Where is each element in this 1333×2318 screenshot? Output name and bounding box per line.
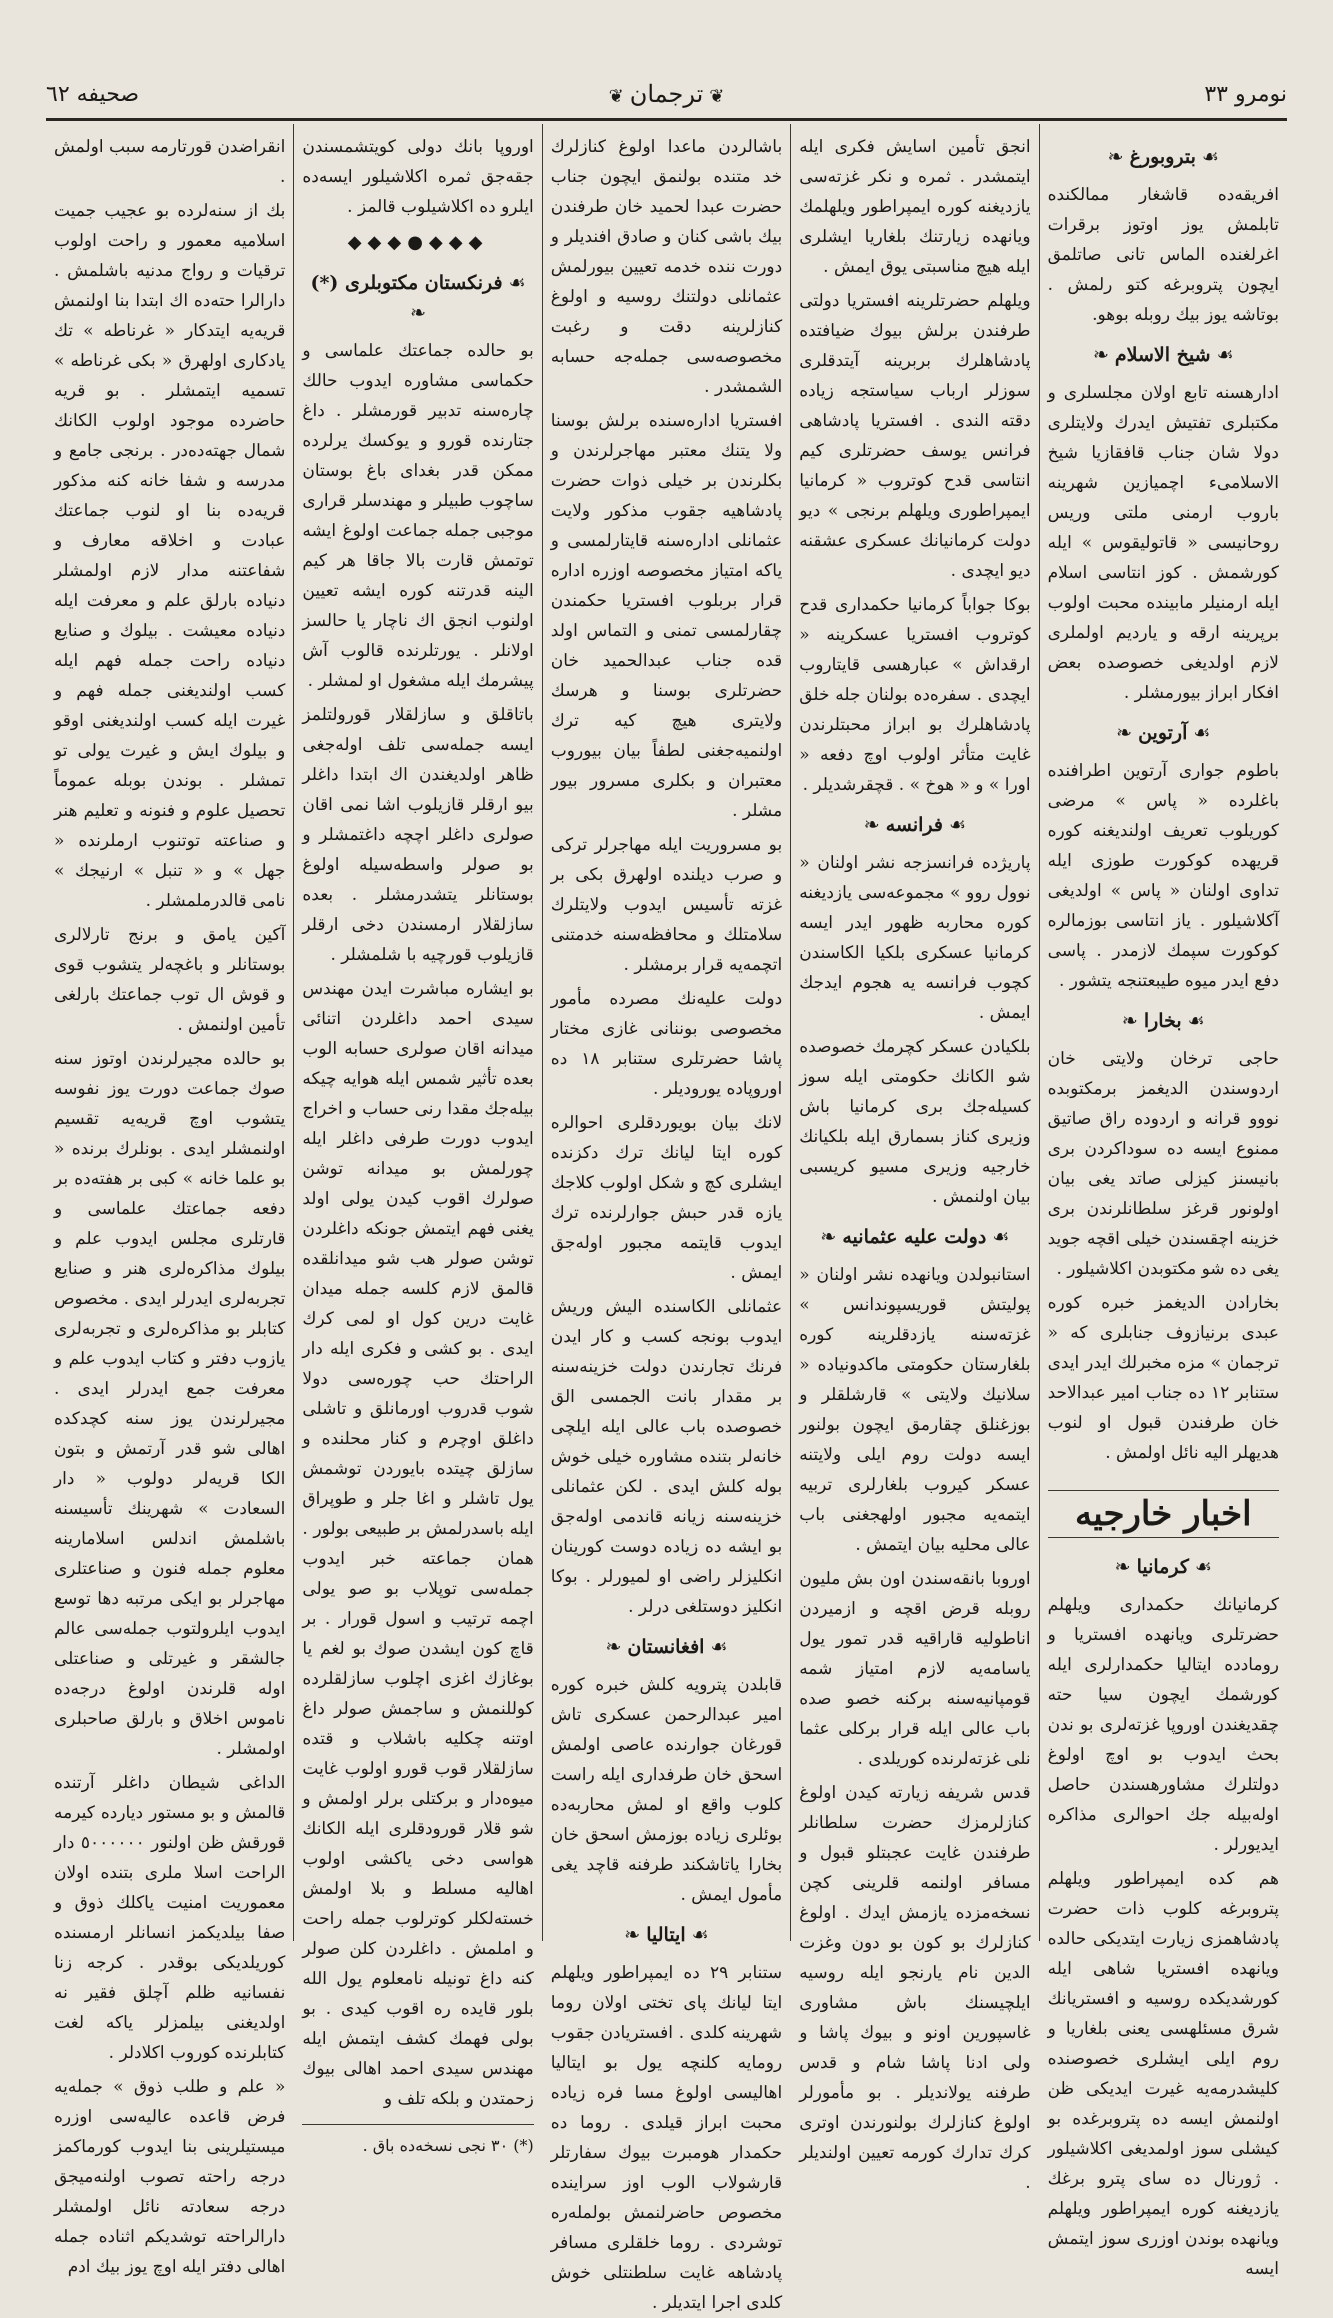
paragraph: بو حالده جماعتك علماسى و حكماسى مشاوره ايدوب حالك چارەسنه تدبير قورمشلر . داغ جتارنده قورو و يوكسك يرلرده ممكن قدر بغدای باغ بوستان ساچوب طبيلر و مهندسلر قرارى موجبى جمله جماعت اولوغ ايشه توتمش قارت بالا جاقا هر كيم الينه قدرتنه كوره ايشه تعيين اولنوب انجق اك ناچار يا حالسز اولانلر . يورتلرنده قالوب آش پيشرمك ايله مشغول او لمشلر . [302, 341, 534, 691]
paragraph: انجق تأمين اسايش فكرى ايله ايتمشدر . ثمره و نكر غزته‌سى يازديغنه كوره ايمپراطور ويلهلمك ويانهده زيارتنك بلغاريا ايشلرى ايله هيچ مناسبتى يوق ايمش . [799, 137, 1031, 277]
paragraph: پاريژده فرانسزجه نشر اولنان « نوول روو » مجموعه‌سى يازديغنه كوره محاربه ظهور ايدر ايسه كرمانيا عسكرى بلكيا الكاسندن كچوب فرانسه يه هجوم ايدجك ايمش . [799, 853, 1031, 1023]
paragraph: بو حالده مجيرلرندن اوتوز سنه صوك جماعت دورت يوز نفوسه يتشوب اوچ قريه‌يه تقسيم اولنمشلر ايدى . بونلرك برنده « بو علما خانه » كبى بر هفته‌ده بر دفعه جماعتك علماسى و قارتلرى مجلس ايدوب علم و بيلوك مذاكره‌لرى هنر و صنايع تجربه‌لرى ايدرلر ايدى . مخصوص كتابلر بو مذاكره‌لرى و تجربه‌لرى يازوب دفتر و كتاب ايدوب علم و معرفت جمع ايدرلر ايدى . مجيرلرندن يوز سنه كچدكده اهالى شو قدر آرتمش و بتون الكا قريه‌لر دولوب « دار السعادت » شهرينك تأسيسنه باشلمش اندلس اسلامارينه معلوم جمله فنون و صناعتلرى مهاجرلر بو ايكى مرتبه دها توسع ايدوب ايلرولتوب جمله‌سى عالم جالشقر و غيرتلى و صناعتلى اوله قلرندن اولوغ درجه‌ده ناموس اخلاق و بارلق صاحبلرى اولمشلر . [53, 1049, 286, 1759]
paragraph: لانك بيان بويوردقلرى احوالره كوره ايتا ليانك ترك دكزنده ايشلرى كچ و شكل اولوب كلاجك يازه قدر حبش جوارلرنده ترك ايدوب قايتمه مجبور اوله‌جق ايمش . [550, 1113, 783, 1283]
header-rule [46, 118, 1287, 121]
paragraph: كرمانيانك حكمدارى ويلهلم حضرتلرى ويانهده افستريا و رومادده ايتاليا حكمدارلرى ايله كورشمك ايچون سيا حته چقديغندن اوروپا غزته‌لرى بو ندن بحث ايدوب بو اوچ اولوغ دولتلرك مشاورهسندن حاصل اوله‌بيله جك احوالرى مذاكره ايديورلر . [1047, 1595, 1279, 1855]
masthead [46, 72, 1287, 116]
paragraph: حاجى ترخان ولايتى خان اردوسندن الديغمز برمكتوبده نووو قرانه و اردوده راق صاتيق ممنوع ايسه ده سوداكردن برى بانيسنز كيزلى صاتد يغى بيان اولونور قرغز سلطانلرندن برى خزينه اچقسندن خيلى اقچه جويد يغى ده شو مكتوبدن اكلاشيلور . [1047, 1049, 1279, 1279]
ornament-divider: ◆◆◆●◆◆◆ [347, 232, 489, 253]
column-2 [790, 124, 1038, 2193]
paragraph: بك از سنه‌لرده بو عجيب جميت اسلاميه معمور و راحت اولوب ترقيات و رواج مدنيه باشلمش . دارالرا حته‌ده اك ابتدا بنا اولنمش قريه‌يه ايتدكار « غرناطه » تك يادكارى اولهرق « بكى غرناطه » تسميه ايتمشلر . بو قريه حاضرده موجود اولوب الكانك شمال جهته‌ده‌در . برنجى جامع و مدرسه و شفا خانه كنه مذكور قريه‌ده بنا او لنوب جماعتك عبادت و اخلاقه معارف و شفاعتنه مدار لازم اولمشلر دنياده بارلق علم و معرفت ايله دنياده معيشت . بيلوك و صنايع دنياده راحت جمله فهم ايله كسب اولنديغنى جمله فهم و غيرت ايله كسب اولنديغنى اوقو و بيلوك ايش و غيرت يولى تو تمشلر . بوندن بوبله عموماً تحصيل علوم و فنونه و تعليم هنر و صناعته توتنوب ارملرنده « جهل » و « تنبل » ارنيجك » نامى قالدرملمشلر . [53, 201, 286, 911]
paragraph: قابلدن پترويه كلش خبره كوره امير عبدالرحمن عسكرى تاش قورغان جوارنده عاصى اولمش اسحق خان طرفدارى ايله راست كلوب واقع او لمش محاربه‌ده بوئلرى زياده بوزمش اسحق خان بخارا ياتاشكند طرفنه قاچد يغى مأمول ايمش . [550, 1675, 783, 1905]
newspaper-title: ❦ ترجمان ❦ [603, 80, 731, 108]
footnote: (*) ٣٠ نجى نسخه‌ده باق . [302, 2124, 533, 2161]
section-heading: ☙ افغانستان ❧ [551, 1632, 782, 1662]
paragraph: الداغى شيطان داغلر آرتنده قالمش و بو مستور ديارده كيرمه قورقش ظن اولنور ٥٠٠٠٠٠٠ دار الراحت اسلا ملرى بتنده اولان معموريت امنيت ياكلك ذوق و صفا بيلديكمز انسانلر ارمسنده كوريلديكى بوقدر . كرجه زنا نفسانيه ظلم آچلق فقير نه اولديغنى بيلمزلر ياكه لغت كتابلرنده كوروب اكلادلر . [53, 1773, 286, 2063]
section-heading: ☙ فرنكستان مكتوبلرى (*) ❧ [302, 268, 533, 328]
paragraph: بلكيادن عسكر كچرمك خصوصده شو الكانك حكومتى ايله سوز كسيله‌جك برى كرمانيا باش وزيرى كناز بسمارق ايله بلكيانك خارجيه وزيرى مسيو كريسبى بيان اولنمش . [799, 1037, 1031, 1207]
column-4 [293, 124, 541, 2155]
paragraph: « علم و طلب ذوق » جمله‌يه فرض قاعده عاليه‌سى اوزره ميستيلرينى بنا ايدوب كورماكمز درجه راحته تصوب اولنه‌ميجق درجه سعادته نائل اولمشلر دارالراحته توشديكم اثناده جمله اهالى دفتر ايله اوچ يوز بيك ادم [53, 2077, 286, 2277]
foreign-news-title: اخبار خارجيه [1048, 1490, 1279, 1538]
paragraph: عثمانلى الكاسنده اليش وريش ايدوب بونجه كسب و كار ايدن فرنك تجارندن دولت خزينه‌سنه بر مقدار بانت الجمسى الق خصوصده باب عالى ايله ايلچى خانه‌لر بتنده مشاوره خيلى خوش بوله كلش ايدى . لكن عثمانلى خزينه‌سنه زيانه قاندمى اوله‌جق بو ايشه ده زياده دوست كورينان انكليزلر راضى او لميورلر . بوكا انكليز دوستلغى درلر . [550, 1297, 783, 1617]
paragraph: باشالردن ماعدا اولوغ كنازلرك خد متنده بولنمق ايچون جناب حضرت عبدا لحميد خان طرفندن بيك باشى كنان و صادق افنديلر و دورت ننده خدمه تعيين بيورلمش عثمانلى دولتنك روسيه و اولوغ كنازلرينه دقت و رغبت مخصوصه‌سى جمله‌جه حسابه الشمشدر . [550, 137, 783, 397]
paragraph: بو مسروريت ايله مهاجرلر تركى و صرب ديلنده اولهرق بكى بر غزته تأسيس ايدوب ولايتلرك سلامتلك و محافظه‌سنه خدمتنى اتچمه‌يه قرار برمشلر . [550, 835, 783, 975]
paragraph: افريقه‌ده قاشغار ممالكنده تابلمش يوز اوتوز برقرات اغرلغنده الماس تانى صاتلمق ايچون پتروبرغه كتو رلمش . بوتاشه يوز بيك روبله بوهو. [1047, 185, 1279, 325]
paragraph: ادارهسنه تابع اولان مجلسلرى و مكتبلرى تفتيش ايدرك ولايتلرى دولا شان جناب قافقازيا شيخ الاسلامىء اچميازين شهرينه باروب ارمنى ملتى وريس روحانيسى « قاتوليقوس » ايله كورشمش . كوز انتاسى اسلام ايله ارمنيلر مابينده محبت اولوب برپرينه ارقه و يارديم اولملرى لازم اولديغى خصوصده بعض افكار ابراز بيورمشلر . [1047, 383, 1279, 703]
paragraph: بوكا جواباً كرمانيا حكمدارى قدح كوتروب افستريا عسكرينه « ارقداش » عبارهسى قايتاروب ايچدى . سفره‌ده بولنان جله خلق پادشاهلرك بو ابراز محبتلرندن غايت متأثر اولوب اوچ دفعه « اورا » و « هوخ » . قچقرشديلر . [799, 595, 1031, 795]
paragraph: قدس شريفه زيارته كيدن اولوغ كنازلرمزك حضرت سلطانلر طرفندن غايت عجبتلو قبول و مسافر اولنمه قلرينى كچن نسخه‌مزده يازمش ايدك . اولوغ كنازلرك بو كون بو دون وغزت الدين نام يارنجو ايله روسيه ايلچيسنك باش مشاورى غاسپورين اونو و بيوك پاشا و ولى ادنا پاشا شام و قدس طرفنه يولانديلر . بو مأمورلر اولوغ كنازلرك بولنورندن اوترى كرك تدارك كورمه تعيين اولنديلر . [799, 1783, 1031, 2193]
section-heading: ☙ ايتاليا ❧ [551, 1920, 782, 1950]
paragraph: باتاقلق و سازلقلار قورولتلمز ايسه جمله‌سى تلف اوله‌جغى ظاهر اولديغندن اك ابتدا داغلر بيو ارقلر قازيلوب اشا نمى اقان صولرى داغلر اچچه داغتمشلر و بو صولر واسطه‌سيله اولوغ بوستانلر يتشدرمشلر . بعده سازلقلار ارمسندن دخى ارقلر قازيلوب قورچيه با شلمشلر . [302, 705, 534, 965]
paragraph: اوروبا بانقه‌سندن اون بش مليون روبله قرض اقچه و ازميردن اناطوليه قاراقيه قدر تمور يول ياسامه‌يه لازم امتياز شمه قومپانيه‌سنه بركنه خصو صده باب عالى ايله قرار بركلى عثما نلى غزته‌لرنده كوريلدى . [799, 1569, 1031, 1769]
paragraph: اوروپا بانك دولى كويتشمسندن جقه‌جق ثمره اكلاشيلور ايسه‌ده ايلرو ده اكلاشيلوب قالمز . [302, 137, 534, 217]
issue-number: نومرو ٣٣ [1204, 81, 1287, 107]
section-heading: ☙ بتروبورغ ❧ [1048, 142, 1279, 172]
paragraph: بخارادن الديغمز خبره كوره عبدى برنيازوف جنابلرى كه « ترجمان » مزه مخبرلك ايدر ايدى ستنابر ١٢ ده جناب امير عبدالاحد خان طرفندن قبول او لنوب هديهلر اليه نائل اولمش . [1047, 1293, 1279, 1463]
section-heading: ☙ بخارا ❧ [1048, 1006, 1279, 1036]
section-heading: ☙ دولت عليه عثمانيه ❧ [799, 1222, 1030, 1252]
section-heading: ☙ كرمانيا ❧ [1048, 1552, 1279, 1582]
paragraph: آكين يامق و برنج تارلالرى بوستانلر و باغچه‌لر يتشوب قوى و قوش ال توب جماعتك بارلغى تأمين اولنمش . [53, 925, 286, 1035]
paragraph: استانبولدن ويانهده نشر اولنان « پوليتش قوريسپوندانس » غزته‌سنه يازدقلرينه كوره بلغارستان حكومتى ماكدونياده « سلانيك ولايتى » قارشلقلر و بوزغنلق چقارمق ايچون بولنور ايسه دولت روم ايلى ولايتنه عسكر كيروب بلغارلرى تربيه ايتمه‌يه مجبور اولهجغنى باب عالى محليه بيان ايتمش . [799, 1265, 1031, 1555]
paragraph: هم كده ايمپراطور ويلهلم پتروبرغه كلوب ذات حضرت پادشاهمزى زيارت ايتديكى حالده ويانهده افستريا شاهى ايله كورشديكده روسيه و افستريانك شرق مسئلهسى يعنى بلغاريا و روم ايلى ايشلرى خصوصنده كليشدرمه‌يه غيرت ايديكى ظن اولنمش ايسه ده پتروبرغده بو كيشلى سوز اولمديغى اكلاشيلور . ژورنال ده ساى پترو برغك يازديغنه كوره ايمپراطور ويلهلم ويانهده بوندن اوزرى سوز ايتمش ايسه [1047, 1869, 1279, 2279]
section-heading: ☙ آرتوين ❧ [1048, 718, 1279, 748]
paragraph: دولت عليه‌نك مصرده مأمور مخصوصى بوننانى غازى مختار پاشا حضرتلرى ستنابر ١٨ ده اوروپاده يوروديلر . [550, 989, 783, 1099]
section-heading: ☙ فرانسه ❧ [799, 810, 1030, 840]
page-number: صحيفه ٦٢ [46, 81, 140, 107]
column-3 [542, 124, 790, 2313]
paragraph: ستنابر ٢٩ ده ايمپراطور ويلهلم ايتا ليانك پاى تختى اولان روما شهرينه كلدى . افستريادن جقوب رومايه كلنچه يول بو ايتاليا اهاليسى اولوغ مسا فره زياده محبت ابراز قيلدى . روما ده حكمدار هومبرت بيوك سفارتلر قارشولاب الوب اوز سراينده مخصوص حاضرلنمش بولمله‌ره توشردى . روما خلقلرى مسافر پادشاهه غايت سلطنتلى خوش كلدى اجرا ايتديلر . [550, 1963, 783, 2313]
paragraph: افستريا اداره‌سنده برلش بوسنا ولا يتنك معتبر مهاجرلرندن و بكلرندن بر خيلى ذوات حضرت پادشاهيه جقوب مذكور ولايت عثمانلى اداره‌سنه قايتارلمسى و ياكه امتياز مخصوصه اوزره اداره قرار بربلوب افستريا حكمندن چقارلمسى تمنى و التماس اولد قده جناب عبدالحميد خان حضرتلرى بوسنا و هرسك ولايترى هيچ كيه ترك اولنميه‌جغنى لطفاً بيان بيوروب معتبران و بكلرى مسرور بيور مشلر . [550, 411, 783, 821]
paragraph: باطوم جوارى آرتوين اطرافنده باغلرده « پاس » مرضى كوريلوب تعريف اولنديغنه كوره قريهده كوكورت طوزى ايله تداوى اولنان « پاس » اولديغى آكلاشيلور . ياز انتاسى بوزمالره كوكورت سپمك لازمدر . پاسى دفع ايدر ميوه طيبعتنجه يتشور . [1047, 761, 1279, 991]
column-1 [1039, 124, 1287, 2279]
paragraph: بو ايشاره مباشرت ايدن مهندس سيدى احمد داغلردن اتنائى ميدانه اقان صولرى حسابه الوب بعده تأثير شمس ايله هوايه چيكه بيله‌جك مقدا رنى حساب و اخراج ايدوب دورت طرفى داغلر ايله چورلمش بو ميدانه توشن صولرك اقوب كيدن يولى اولد يغنى فهم ايتمش جونكه داغلردن توشن صولر هب شو ميدانلقده قالمق لازم كلسه جمله ميدان غايت درين كول او لمى كرك ايدى . بو كشى و فكرى ايله دار الراحتك حب چوره‌سى دولا شوب قدروب اورمانلق و تاشلى داغلق اوچرم و كنار محلنده و سازلق چيتده بايوردن توشمش يول تاشلر و اغا جلر و طوپراق ايله باسدرلمش بر طبيعى بولور . همان جماعته خبر ايدوب جمله‌سى توپلاب بو صو يولى اچمه ترتيب و اسول قورار . بر قاچ كون ايشدن صوك بو لغم يا بوغازك اغزى اچلوب سازلقلرده كوللنمش و ساجمش صولر داغ اوتنه چكليه باشلاب و قتده سازلقلار قوب قورو اولوب غايت ميوه‌دار و بركتلى برلر اولمش و شو قلار قورودقلرى ايله الكانك هواسى دخى ياكشى اولوب اهاليه مسلط و بلا اولمش خسته‌لكلر كوترلوب جمله راحت و املمش . داغلردن كلن صولر كنه داغ تونيله نامعلوم يول الله بلور قايده ره اقوب كيدى . بو بولى فهمك كشف ايتمش ايله مهندس سيدى احمد اهالى بيوك زحمتدن و بلكه تلف و [302, 979, 534, 2109]
paragraph: ويلهلم حضرتلرينه افستريا دولتى طرفندن برلش بيوك ضيافتده پادشاهلرك بربرينه آيتدقلرى سوزلر ارباب سياستجه زياده دقته الندى . افستريا پادشاهى فرانس يوسف حضرتلرى كيم انتاسى قدح كوتروب « كرمانيا ايمپراطورى ويلهلم برنجى » ديو دولت كرمانيانك عسكرى عشقنه ديو ايچدى . [799, 291, 1031, 581]
section-heading: ☙ شيخ الاسلام ❧ [1048, 340, 1279, 370]
article-columns [46, 124, 1287, 2313]
paragraph: انقراضدن قورتارمه سبب اولمش . [53, 137, 286, 187]
column-5 [46, 124, 293, 2277]
